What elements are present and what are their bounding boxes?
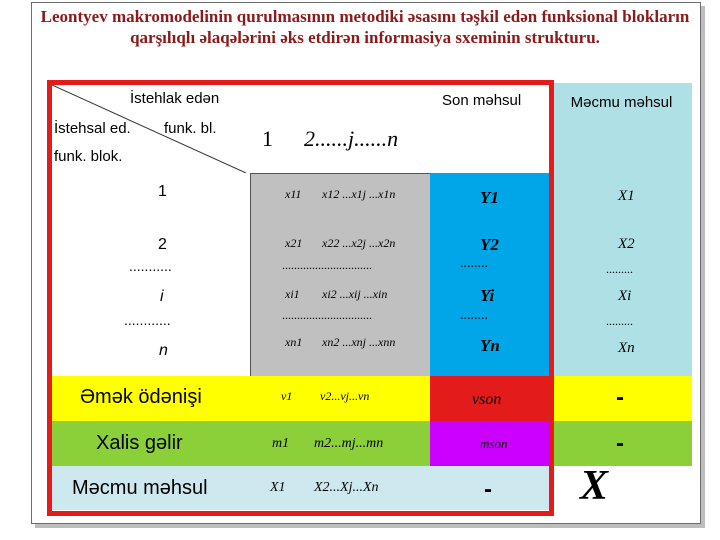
total-dots-2: ......... xyxy=(606,314,633,328)
row-label-1: 1 xyxy=(158,183,167,200)
matrix-xi1: xi1 xyxy=(285,287,300,301)
totals-dash: - xyxy=(484,476,492,503)
final-dots-2: ........ xyxy=(460,308,488,323)
slide-title: Leontyev makromodelinin qurulmasının metodiki əsasını təşkil edən funksional blokların qarşılıqlı əlaqələrini əks etdirən informasiya sxeminin strukturu. xyxy=(40,7,690,47)
header-final-product-label: Son məhsul xyxy=(442,92,522,109)
total-x2: X2 xyxy=(618,236,635,252)
final-yn: Yn xyxy=(480,336,500,355)
net-dash: - xyxy=(616,430,624,457)
matrix-x11: x11 xyxy=(285,187,302,201)
matrix-rown: xn2 ...xnj ...xnn xyxy=(322,335,396,349)
row-label-n: n xyxy=(159,342,168,359)
header-production-label: İstehsal ed. xyxy=(54,120,131,137)
net-mrest: m2...mj...mn xyxy=(314,436,384,451)
matrix-xn1: xn1 xyxy=(285,335,303,349)
net-m1: m1 xyxy=(272,436,290,451)
net-label: Xalis gəlir xyxy=(96,432,183,454)
header-consumption-label: İstehlak edən xyxy=(130,90,220,107)
final-dots-1: ........ xyxy=(460,256,488,271)
header-func-bl-label: funk. bl. xyxy=(164,120,217,137)
totals-x1: X1 xyxy=(270,480,286,495)
header-col-range: 2......j......n xyxy=(304,126,399,151)
totals-xrest: X2...Xj...Xn xyxy=(314,480,379,495)
final-y1: Y1 xyxy=(480,188,499,207)
row-label-i: i xyxy=(160,288,164,305)
row-label-2: 2 xyxy=(158,236,167,253)
header-func-block-label: funk. blok. xyxy=(54,148,123,165)
final-yi: Yi xyxy=(480,286,495,305)
labor-dash: - xyxy=(616,384,624,411)
total-x1: X1 xyxy=(618,188,635,204)
header-col-one: 1 xyxy=(262,126,273,151)
main-grid-border xyxy=(47,80,554,516)
total-xi: Xi xyxy=(618,288,632,304)
matrix-dots-1: .............................. xyxy=(282,258,372,272)
net-mson: mson xyxy=(480,436,508,451)
labor-vrest: v2...vj...vn xyxy=(320,389,370,403)
matrix-row2: x22 ...x2j ...x2n xyxy=(322,236,396,250)
totals-bigx-cell xyxy=(551,466,692,510)
matrix-rowi: xi2 ...xij ...xin xyxy=(322,287,388,301)
header-total-product-label: Məcmu məhsul xyxy=(570,94,673,111)
total-xn: Xn xyxy=(618,340,635,356)
final-y2: Y2 xyxy=(480,235,499,254)
labor-vson: vson xyxy=(472,391,502,408)
totals-big-x: X xyxy=(580,463,609,509)
total-dots-1: ......... xyxy=(606,262,633,276)
matrix-dots-2: .............................. xyxy=(282,308,372,322)
matrix-x21: x21 xyxy=(285,236,303,250)
matrix-row1: x12 ...x1j ...x1n xyxy=(322,187,396,201)
totals-label: Məcmu məhsul xyxy=(72,477,208,499)
row-dots-2: ............ xyxy=(124,312,171,328)
row-dots-1: ........... xyxy=(129,258,172,274)
labor-label: Əmək ödənişi xyxy=(80,386,202,408)
labor-v1: v1 xyxy=(281,389,293,403)
